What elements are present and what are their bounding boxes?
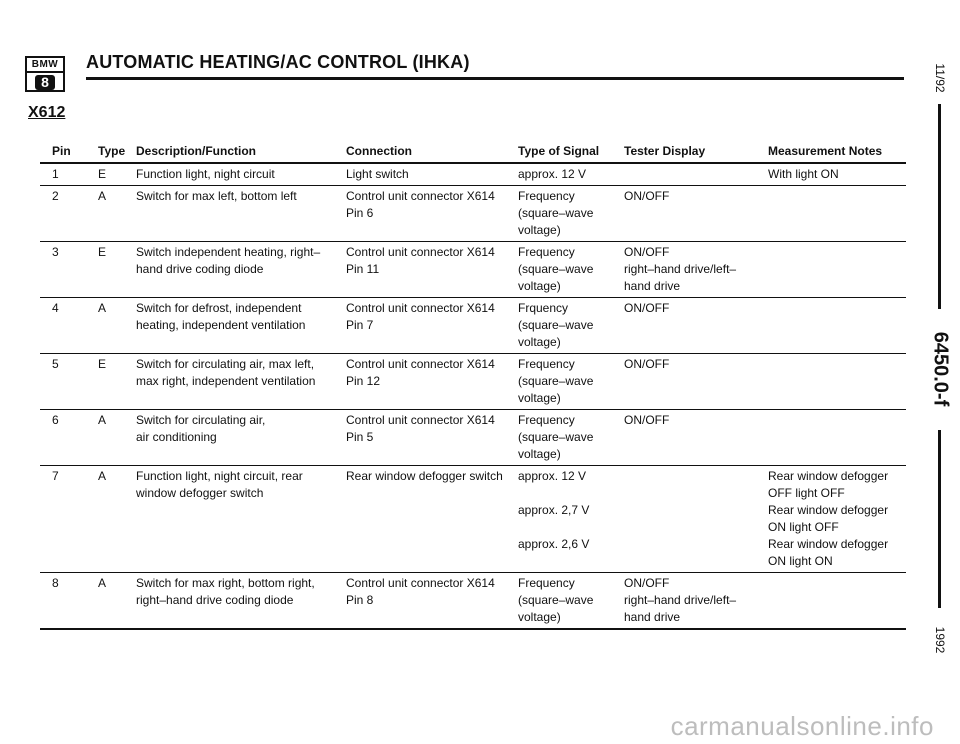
table-row <box>40 242 906 298</box>
side-rule-top <box>938 104 941 309</box>
cell-measurement-notes-line <box>768 244 906 261</box>
cell-connection-line: Control unit connector X614 <box>346 301 495 315</box>
cell-signal-line <box>518 519 624 536</box>
cell-signal-line: approx. 2,6 V <box>518 537 590 551</box>
cell-tester-display-line <box>624 468 768 485</box>
cell-signal-line: voltage) <box>518 279 561 293</box>
cell-signal-line: (square–wave <box>518 430 594 444</box>
title-underline <box>86 77 904 80</box>
table-header-row <box>40 140 906 163</box>
cell-description <box>136 573 346 630</box>
cell-measurement-notes-line: Rear window defogger <box>768 537 889 551</box>
cell-signal-line: voltage) <box>518 223 561 237</box>
cell-description-line: Switch for max left, bottom left <box>136 189 297 203</box>
cell-type: A <box>98 576 107 590</box>
cell-description-line: Switch for circulating air, <box>136 413 266 427</box>
table-row <box>40 466 906 573</box>
cell-connection-line: Control unit connector X614 <box>346 357 495 371</box>
table-row <box>40 573 906 630</box>
cell-type: A <box>98 413 107 427</box>
table-row <box>40 186 906 242</box>
cell-signal-line <box>518 485 624 502</box>
cell-measurement-notes <box>768 186 906 242</box>
cell-pin: 8 <box>52 576 59 590</box>
cell-signal-line: voltage) <box>518 335 561 349</box>
cell-measurement-notes-line <box>768 188 906 205</box>
cell-measurement-notes-line: Rear window defogger <box>768 469 889 483</box>
cell-tester-display-line: ON/OFF <box>624 576 670 590</box>
cell-measurement-notes <box>768 573 906 630</box>
cell-connection-line: Pin 5 <box>346 430 374 444</box>
cell-tester-display-line: ON/OFF <box>624 301 670 315</box>
cell-signal <box>518 410 624 466</box>
cell-description-line: Switch for circulating air, max left, <box>136 357 315 371</box>
cell-signal-line: (square–wave <box>518 593 594 607</box>
cell-signal-line: voltage) <box>518 610 561 624</box>
cell-pin: 4 <box>52 301 59 315</box>
cell-measurement-notes <box>768 410 906 466</box>
cell-connection-line: Pin 6 <box>346 206 374 220</box>
cell-signal-line: (square–wave <box>518 262 594 276</box>
cell-connection <box>346 573 518 630</box>
column-header-description: Description/Function <box>136 140 346 163</box>
side-margin <box>920 0 960 744</box>
cell-signal-line: (square–wave <box>518 374 594 388</box>
cell-signal <box>518 354 624 410</box>
cell-tester-display <box>624 163 768 186</box>
cell-connection-line: Control unit connector X614 <box>346 189 495 203</box>
cell-description-line: air conditioning <box>136 430 217 444</box>
pin-table <box>40 140 906 630</box>
cell-tester-display <box>624 573 768 630</box>
cell-type: E <box>98 245 107 259</box>
column-header-signal: Type of Signal <box>518 140 624 163</box>
cell-description <box>136 186 346 242</box>
column-header-pin: Pin <box>40 140 98 163</box>
cell-measurement-notes-line: With light ON <box>768 167 839 181</box>
cell-tester-display-line: ON/OFF <box>624 413 670 427</box>
cell-tester-display <box>624 410 768 466</box>
cell-tester-display-line: right–hand drive/left– <box>624 262 737 276</box>
cell-type: A <box>98 301 107 315</box>
table-row <box>40 163 906 186</box>
side-year: 1992 <box>933 626 947 654</box>
cell-measurement-notes <box>768 298 906 354</box>
cell-tester-display <box>624 242 768 298</box>
cell-measurement-notes <box>768 354 906 410</box>
cell-description-line: right–hand drive coding diode <box>136 593 294 607</box>
cell-connection <box>346 186 518 242</box>
cell-connection <box>346 242 518 298</box>
cell-signal-line: voltage) <box>518 447 561 461</box>
cell-description <box>136 242 346 298</box>
cell-pin: 1 <box>52 167 59 181</box>
table-row <box>40 354 906 410</box>
cell-description <box>136 298 346 354</box>
cell-signal-line: Frequency <box>518 357 575 371</box>
cell-tester-display-line: ON/OFF <box>624 189 670 203</box>
cell-description <box>136 163 346 186</box>
cell-description <box>136 466 346 573</box>
cell-type: E <box>98 357 107 371</box>
cell-description-line: window defogger switch <box>136 486 264 500</box>
cell-connection <box>346 410 518 466</box>
cell-connection-line: Pin 11 <box>346 262 380 276</box>
cell-signal-line: Frequency <box>518 576 575 590</box>
cell-signal-line: approx. 12 V <box>518 167 587 181</box>
cell-measurement-notes-line <box>768 575 906 592</box>
cell-connection-line: Light switch <box>346 167 409 181</box>
cell-pin: 3 <box>52 245 59 259</box>
cell-description-line: max right, independent ventilation <box>136 374 316 388</box>
page-title: AUTOMATIC HEATING/AC CONTROL (IHKA) <box>86 52 470 72</box>
cell-signal <box>518 242 624 298</box>
cell-signal <box>518 573 624 630</box>
cell-connection-line: Rear window defogger switch <box>346 469 503 483</box>
cell-tester-display <box>624 186 768 242</box>
cell-signal <box>518 186 624 242</box>
cell-signal <box>518 298 624 354</box>
cell-tester-display <box>624 354 768 410</box>
side-date: 11/92 <box>933 63 947 93</box>
pin-table-body <box>40 163 906 629</box>
logo-model-badge: 8 <box>35 75 55 90</box>
cell-measurement-notes-line <box>768 356 906 373</box>
cell-description-line: Function light, night circuit <box>136 167 275 181</box>
cell-connection <box>346 163 518 186</box>
side-section-code: 6450.0-f <box>929 331 952 407</box>
cell-pin: 2 <box>52 189 59 203</box>
cell-connection-line: Pin 12 <box>346 374 381 388</box>
cell-measurement-notes-line: ON light OFF <box>768 520 839 534</box>
cell-signal-line: Frquency <box>518 301 569 315</box>
cell-connection <box>346 354 518 410</box>
watermark: carmanualsonline.info <box>670 711 934 741</box>
table-row <box>40 410 906 466</box>
cell-description-line: heating, independent ventilation <box>136 318 306 332</box>
cell-tester-display <box>624 298 768 354</box>
cell-signal-line: (square–wave <box>518 206 594 220</box>
cell-connection <box>346 466 518 573</box>
cell-signal-line: (square–wave <box>518 318 594 332</box>
bmw-logo <box>25 56 65 92</box>
connector-id: X612 <box>28 104 66 121</box>
cell-signal-line: voltage) <box>518 391 561 405</box>
cell-tester-display-line: right–hand drive/left– <box>624 593 737 607</box>
cell-description <box>136 410 346 466</box>
cell-measurement-notes-line: Rear window defogger <box>768 503 889 517</box>
side-rule-bottom <box>938 430 941 608</box>
cell-tester-display-line: ON/OFF <box>624 245 670 259</box>
cell-measurement-notes-line <box>768 412 906 429</box>
cell-description-line: Function light, night circuit, rear <box>136 469 303 483</box>
cell-tester-display <box>624 466 768 573</box>
cell-description-line: Switch for max right, bottom right, <box>136 576 315 590</box>
cell-signal-line: approx. 12 V <box>518 469 587 483</box>
cell-measurement-notes-line <box>768 300 906 317</box>
cell-pin: 7 <box>52 469 59 483</box>
cell-connection-line: Pin 8 <box>346 593 374 607</box>
cell-signal-line: Frequency <box>518 245 575 259</box>
cell-measurement-notes <box>768 466 906 573</box>
cell-type: E <box>98 167 107 181</box>
cell-connection-line: Control unit connector X614 <box>346 576 495 590</box>
cell-connection <box>346 298 518 354</box>
cell-connection-line: Control unit connector X614 <box>346 245 495 259</box>
column-header-measurement-notes: Measurement Notes <box>768 140 906 163</box>
logo-brand-text: BMW <box>27 58 63 73</box>
cell-measurement-notes <box>768 163 906 186</box>
cell-description-line: hand drive coding diode <box>136 262 264 276</box>
cell-pin: 5 <box>52 357 59 371</box>
cell-connection-line: Pin 7 <box>346 318 374 332</box>
cell-signal <box>518 163 624 186</box>
cell-description <box>136 354 346 410</box>
cell-signal-line: Frequency <box>518 413 575 427</box>
column-header-type: Type <box>98 140 136 163</box>
cell-signal-line: Frequency <box>518 189 575 203</box>
cell-type: A <box>98 189 107 203</box>
cell-tester-display-line: ON/OFF <box>624 357 670 371</box>
cell-tester-display-line <box>624 166 768 183</box>
cell-tester-display-line: hand drive <box>624 610 681 624</box>
cell-signal-line: approx. 2,7 V <box>518 503 590 517</box>
cell-signal <box>518 466 624 573</box>
cell-measurement-notes-line: ON light ON <box>768 554 833 568</box>
cell-pin: 6 <box>52 413 59 427</box>
table-row <box>40 298 906 354</box>
column-header-connection: Connection <box>346 140 518 163</box>
cell-measurement-notes <box>768 242 906 298</box>
cell-description-line: Switch for defrost, independent <box>136 301 302 315</box>
column-header-tester-display: Tester Display <box>624 140 768 163</box>
cell-tester-display-line: hand drive <box>624 279 681 293</box>
cell-type: A <box>98 469 107 483</box>
cell-measurement-notes-line: OFF light OFF <box>768 486 845 500</box>
cell-description-line: Switch independent heating, right– <box>136 245 321 259</box>
cell-connection-line: Control unit connector X614 <box>346 413 495 427</box>
